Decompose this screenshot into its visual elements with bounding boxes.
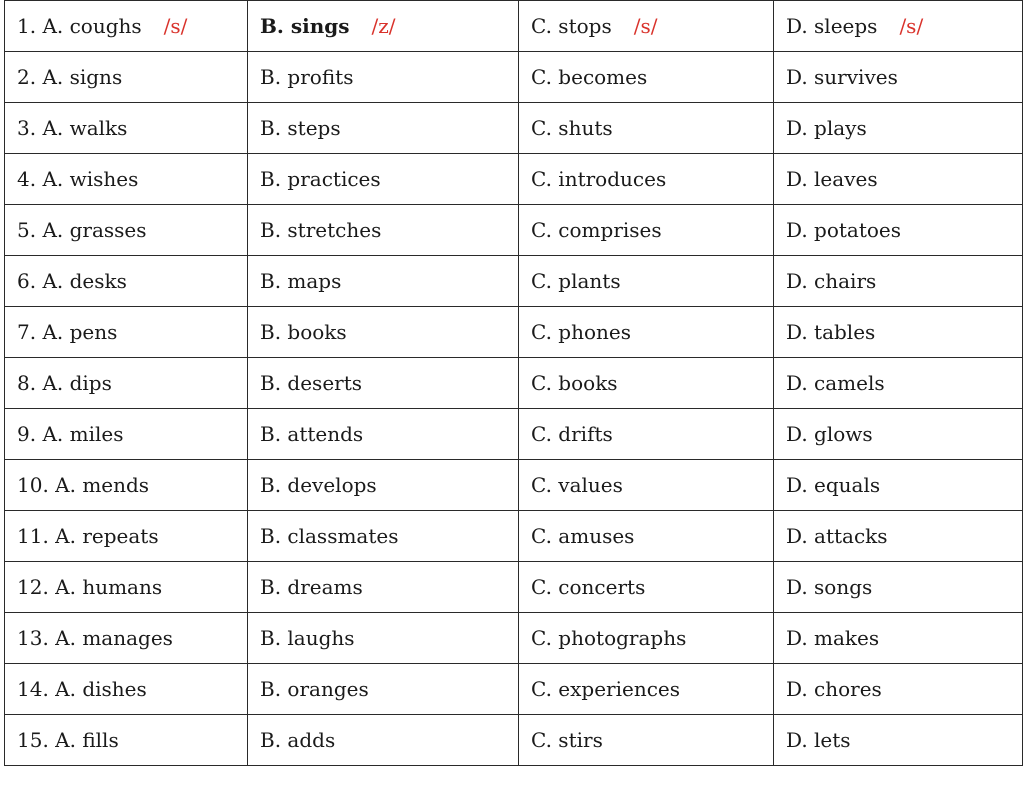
option-text: D. camels — [786, 371, 885, 395]
option-text: B. laughs — [260, 626, 355, 650]
cell-option-c — [519, 154, 774, 205]
cell-option-c — [519, 460, 774, 511]
option-text: 7. A. pens — [17, 320, 118, 344]
cell-option-d — [774, 256, 1023, 307]
pronunciation-table — [4, 0, 1023, 766]
option-text: 5. A. grasses — [17, 218, 147, 242]
option-text: B. deserts — [260, 371, 363, 395]
cell-option-a — [5, 256, 248, 307]
cell-option-d — [774, 715, 1023, 766]
cell-option-b — [248, 52, 519, 103]
table-row — [5, 154, 1023, 205]
cell-option-d — [774, 664, 1023, 715]
option-text: B. sings — [260, 14, 350, 38]
cell-option-a — [5, 1, 248, 52]
cell-option-d — [774, 307, 1023, 358]
option-text: D. lets — [786, 728, 851, 752]
cell-option-c — [519, 613, 774, 664]
option-text: C. introduces — [531, 167, 667, 191]
option-text: C. experiences — [531, 677, 681, 701]
option-text: B. oranges — [260, 677, 369, 701]
cell-option-a — [5, 103, 248, 154]
cell-option-c — [519, 1, 774, 52]
cell-option-c — [519, 205, 774, 256]
cell-option-c — [519, 103, 774, 154]
option-text: 6. A. desks — [17, 269, 127, 293]
option-text: B. classmates — [260, 524, 399, 548]
cell-option-c — [519, 562, 774, 613]
option-text: 1. A. coughs — [17, 14, 142, 38]
table-row — [5, 103, 1023, 154]
cell-option-d — [774, 205, 1023, 256]
cell-option-b — [248, 613, 519, 664]
sound-mark: /s/ — [899, 14, 924, 38]
option-text: D. glows — [786, 422, 873, 446]
cell-option-b — [248, 358, 519, 409]
option-text: C. becomes — [531, 65, 648, 89]
table-row — [5, 562, 1023, 613]
cell-option-d — [774, 52, 1023, 103]
option-text: C. concerts — [531, 575, 646, 599]
option-text: B. stretches — [260, 218, 382, 242]
option-text: C. phones — [531, 320, 632, 344]
cell-option-b — [248, 205, 519, 256]
option-text: D. chores — [786, 677, 882, 701]
cell-option-d — [774, 409, 1023, 460]
cell-option-d — [774, 613, 1023, 664]
table-row — [5, 664, 1023, 715]
cell-option-a — [5, 52, 248, 103]
cell-option-a — [5, 715, 248, 766]
option-text: D. sleeps — [786, 14, 878, 38]
option-text: B. profits — [260, 65, 354, 89]
option-text: C. comprises — [531, 218, 662, 242]
option-text: D. tables — [786, 320, 876, 344]
option-text: B. steps — [260, 116, 341, 140]
cell-option-c — [519, 52, 774, 103]
table-row — [5, 205, 1023, 256]
option-text: C. books — [531, 371, 618, 395]
option-text: D. attacks — [786, 524, 888, 548]
option-text: D. plays — [786, 116, 867, 140]
option-text: 12. A. humans — [17, 575, 163, 599]
option-text: 8. A. dips — [17, 371, 112, 395]
cell-option-d — [774, 562, 1023, 613]
cell-option-b — [248, 154, 519, 205]
table-row — [5, 307, 1023, 358]
option-text: C. values — [531, 473, 623, 497]
cell-option-a — [5, 562, 248, 613]
cell-option-d — [774, 1, 1023, 52]
option-text: B. develops — [260, 473, 377, 497]
cell-option-a — [5, 664, 248, 715]
sound-mark: /s/ — [633, 14, 658, 38]
option-text: D. leaves — [786, 167, 878, 191]
option-text: 3. A. walks — [17, 116, 128, 140]
option-text: 2. A. signs — [17, 65, 123, 89]
sound-mark: /z/ — [371, 14, 396, 38]
option-text: 13. A. manages — [17, 626, 173, 650]
option-text: B. maps — [260, 269, 342, 293]
cell-option-a — [5, 511, 248, 562]
option-text: 14. A. dishes — [17, 677, 147, 701]
option-text: B. dreams — [260, 575, 363, 599]
cell-option-b — [248, 103, 519, 154]
cell-option-c — [519, 664, 774, 715]
table-row — [5, 460, 1023, 511]
option-text: 10. A. mends — [17, 473, 150, 497]
cell-option-a — [5, 409, 248, 460]
option-text: C. stops — [531, 14, 612, 38]
option-text: B. practices — [260, 167, 381, 191]
table-row — [5, 1, 1023, 52]
cell-option-c — [519, 256, 774, 307]
option-text: 11. A. repeats — [17, 524, 159, 548]
cell-option-d — [774, 154, 1023, 205]
cell-option-a — [5, 307, 248, 358]
option-text: C. amuses — [531, 524, 635, 548]
table-row — [5, 52, 1023, 103]
cell-option-b — [248, 409, 519, 460]
cell-option-a — [5, 358, 248, 409]
cell-option-a — [5, 460, 248, 511]
option-text: D. makes — [786, 626, 880, 650]
option-text: D. potatoes — [786, 218, 902, 242]
cell-option-b — [248, 511, 519, 562]
option-text: D. songs — [786, 575, 873, 599]
option-text: C. photographs — [531, 626, 687, 650]
table-body — [5, 1, 1023, 766]
cell-option-b — [248, 562, 519, 613]
cell-option-d — [774, 358, 1023, 409]
option-text: C. stirs — [531, 728, 603, 752]
cell-option-b — [248, 664, 519, 715]
option-text: 4. A. wishes — [17, 167, 139, 191]
cell-option-b — [248, 460, 519, 511]
table-row — [5, 358, 1023, 409]
cell-option-c — [519, 307, 774, 358]
cell-option-c — [519, 409, 774, 460]
table-row — [5, 511, 1023, 562]
cell-option-a — [5, 205, 248, 256]
cell-option-b — [248, 1, 519, 52]
option-text: B. books — [260, 320, 347, 344]
cell-option-c — [519, 715, 774, 766]
table-row — [5, 613, 1023, 664]
table-row — [5, 256, 1023, 307]
table-row — [5, 715, 1023, 766]
option-text: C. plants — [531, 269, 621, 293]
cell-option-d — [774, 103, 1023, 154]
cell-option-a — [5, 613, 248, 664]
option-text: C. drifts — [531, 422, 613, 446]
option-text: D. chairs — [786, 269, 877, 293]
option-text: 15. A. fills — [17, 728, 119, 752]
option-text: D. survives — [786, 65, 898, 89]
cell-option-a — [5, 154, 248, 205]
cell-option-b — [248, 715, 519, 766]
cell-option-b — [248, 307, 519, 358]
option-text: D. equals — [786, 473, 881, 497]
cell-option-d — [774, 460, 1023, 511]
option-text: C. shuts — [531, 116, 613, 140]
option-text: 9. A. miles — [17, 422, 124, 446]
cell-option-c — [519, 511, 774, 562]
cell-option-c — [519, 358, 774, 409]
sound-mark: /s/ — [163, 14, 188, 38]
cell-option-b — [248, 256, 519, 307]
table-row — [5, 409, 1023, 460]
option-text: B. attends — [260, 422, 364, 446]
cell-option-d — [774, 511, 1023, 562]
option-text: B. adds — [260, 728, 336, 752]
